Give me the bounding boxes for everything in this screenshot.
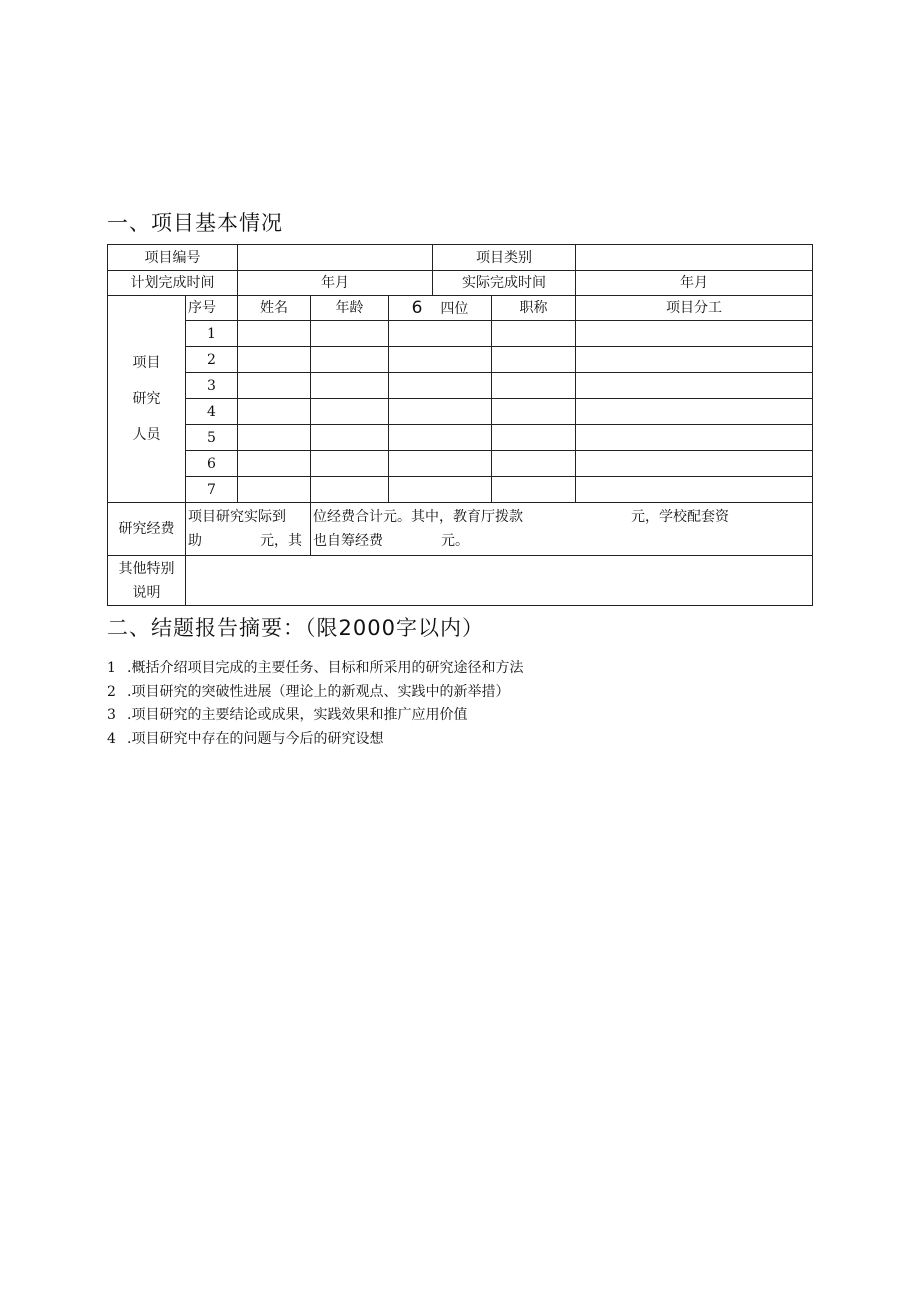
project-basic-table xyxy=(107,244,813,606)
member-title-cell[interactable] xyxy=(492,321,576,347)
member-row xyxy=(108,451,813,477)
funding-right-line2-b: 元。 xyxy=(441,533,469,549)
member-role-cell[interactable] xyxy=(576,321,813,347)
member-row xyxy=(108,477,813,503)
section1-title: 一、项目基本情况 xyxy=(107,211,283,235)
member-name-cell[interactable] xyxy=(238,373,311,399)
funding-left-line2-a: 助 xyxy=(188,533,202,549)
member-role-cell[interactable] xyxy=(576,451,813,477)
header-name: 姓名 xyxy=(238,296,311,321)
other-notes-row xyxy=(108,556,813,606)
member-unit-cell[interactable] xyxy=(389,321,492,347)
other-notes-field[interactable] xyxy=(186,556,813,606)
member-name-cell[interactable] xyxy=(238,451,311,477)
side-label-1: 项目 xyxy=(132,355,161,371)
summary-items-list xyxy=(107,657,523,751)
funding-row xyxy=(108,503,813,556)
member-no: 7 xyxy=(186,477,238,503)
member-role-cell[interactable] xyxy=(576,425,813,451)
member-no: 5 xyxy=(186,425,238,451)
member-role-cell[interactable] xyxy=(576,373,813,399)
member-title-cell[interactable] xyxy=(492,451,576,477)
member-name-cell[interactable] xyxy=(238,425,311,451)
list-item xyxy=(107,728,523,752)
member-role-cell[interactable] xyxy=(576,399,813,425)
list-item xyxy=(107,681,523,705)
member-name-cell[interactable] xyxy=(238,399,311,425)
member-role-cell[interactable] xyxy=(576,347,813,373)
header-no: 序号 xyxy=(186,296,238,321)
member-unit-cell[interactable] xyxy=(389,451,492,477)
funding-left-line2-b: 元，其 xyxy=(260,533,302,549)
other-notes-label xyxy=(108,556,186,606)
member-name-cell[interactable] xyxy=(238,477,311,503)
member-title-cell[interactable] xyxy=(492,425,576,451)
header-role: 项目分工 xyxy=(576,296,813,321)
item-text: .概括介绍项目完成的主要任务、目标和所采用的研究途径和方法 xyxy=(127,660,524,676)
funding-left-line1: 项目研究实际到 xyxy=(188,509,286,525)
item-number: 3 xyxy=(107,707,116,723)
member-age-cell[interactable] xyxy=(311,425,389,451)
header-unit xyxy=(389,296,492,321)
item-text: .项目研究中存在的问题与今后的研究设想 xyxy=(127,730,384,747)
funding-right-line1-a: 位经费合计元。其中，教育厅拨款 xyxy=(313,509,523,525)
funding-left-text xyxy=(186,503,311,556)
funding-right-line1 xyxy=(313,505,810,529)
member-age-cell[interactable] xyxy=(311,477,389,503)
header-title: 职称 xyxy=(492,296,576,321)
member-unit-cell[interactable] xyxy=(389,477,492,503)
member-row xyxy=(108,373,813,399)
item-number: 1 xyxy=(107,660,116,676)
other-notes-label-line2: 说明 xyxy=(132,584,161,601)
member-title-cell[interactable] xyxy=(492,399,576,425)
member-role-cell[interactable] xyxy=(576,477,813,503)
member-name-cell[interactable] xyxy=(238,321,311,347)
time-row xyxy=(108,271,813,296)
member-title-cell[interactable] xyxy=(492,477,576,503)
members-header-row xyxy=(108,296,813,321)
planned-time-label: 计划完成时间 xyxy=(108,271,238,296)
list-item xyxy=(107,704,523,728)
member-no: 3 xyxy=(186,373,238,399)
member-age-cell[interactable] xyxy=(311,347,389,373)
member-no: 1 xyxy=(186,321,238,347)
member-row xyxy=(108,347,813,373)
member-age-cell[interactable] xyxy=(311,399,389,425)
other-notes-label-line1: 其他特别 xyxy=(118,560,175,577)
project-no-field[interactable] xyxy=(238,245,433,271)
item-text: .项目研究的突破性进展（理论上的新观点、实践中的新举措） xyxy=(127,683,510,700)
member-no: 4 xyxy=(186,399,238,425)
member-row xyxy=(108,399,813,425)
header-age: 年龄 xyxy=(311,296,389,321)
funding-left-line2 xyxy=(188,529,308,553)
project-no-label: 项目编号 xyxy=(108,245,238,271)
list-item xyxy=(107,657,523,681)
member-no: 2 xyxy=(186,347,238,373)
member-no: 6 xyxy=(186,451,238,477)
item-number: 2 xyxy=(107,683,116,700)
funding-right-line2-a: 也自筹经费 xyxy=(313,533,383,549)
funding-label: 研究经费 xyxy=(108,503,186,556)
member-row xyxy=(108,321,813,347)
member-row xyxy=(108,425,813,451)
funding-right-line2 xyxy=(313,529,810,553)
side-label-3: 人员 xyxy=(132,427,161,443)
member-title-cell[interactable] xyxy=(492,373,576,399)
member-unit-cell[interactable] xyxy=(389,373,492,399)
header-unit-label: 四位 xyxy=(440,300,469,317)
project-type-field[interactable] xyxy=(576,245,813,271)
member-age-cell[interactable] xyxy=(311,451,389,477)
member-age-cell[interactable] xyxy=(311,321,389,347)
section2-title: 二、结题报告摘要：（限2000字以内） xyxy=(107,616,484,640)
members-side-label xyxy=(108,296,186,503)
member-unit-cell[interactable] xyxy=(389,399,492,425)
member-unit-cell[interactable] xyxy=(389,425,492,451)
item-number: 4 xyxy=(107,730,116,747)
member-unit-cell[interactable] xyxy=(389,347,492,373)
planned-time-field[interactable]: 年月 xyxy=(238,271,433,296)
funding-right-text xyxy=(311,503,813,556)
member-title-cell[interactable] xyxy=(492,347,576,373)
project-type-label: 项目类别 xyxy=(433,245,576,271)
project-no-row xyxy=(108,245,813,271)
member-age-cell[interactable] xyxy=(311,373,389,399)
header-unit-mark: 6 xyxy=(411,297,423,318)
member-name-cell[interactable] xyxy=(238,347,311,373)
actual-time-field[interactable]: 年月 xyxy=(576,271,813,296)
item-text: .项目研究的主要结论或成果，实践效果和推广应用价值 xyxy=(127,707,468,723)
actual-time-label: 实际完成时间 xyxy=(433,271,576,296)
side-label-2: 研究 xyxy=(132,391,161,407)
funding-right-line1-b: 元，学校配套资 xyxy=(631,509,729,525)
